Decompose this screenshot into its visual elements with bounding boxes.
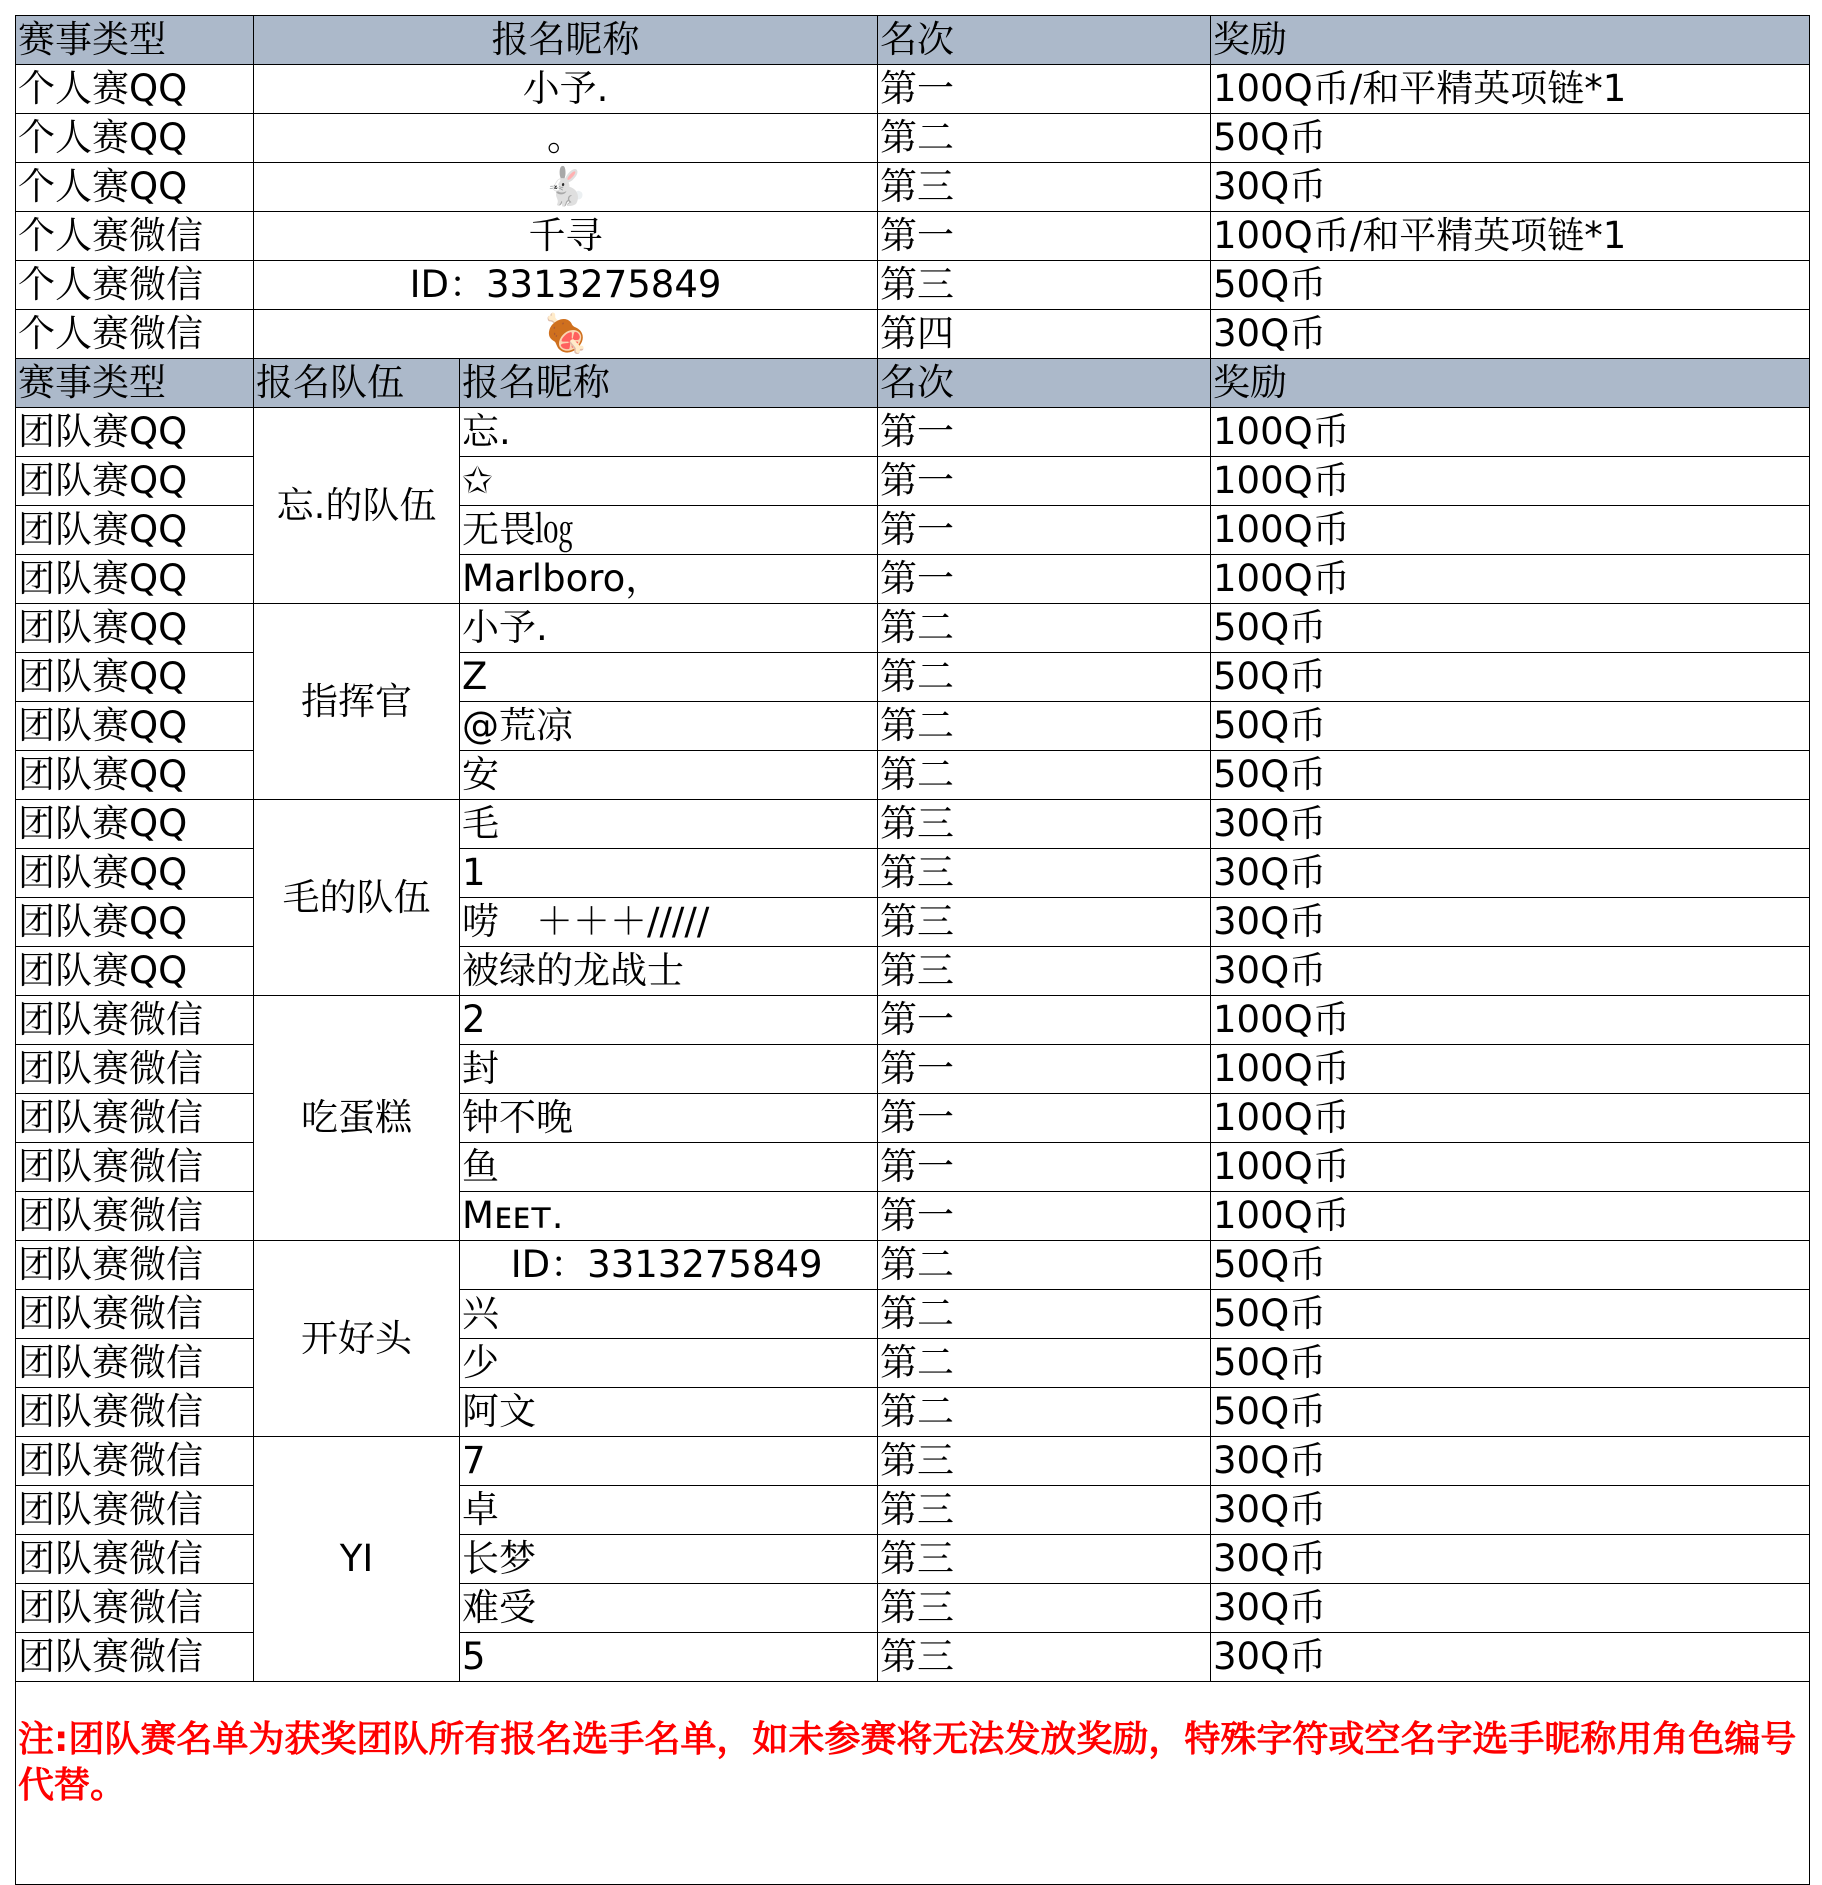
event-type-cell: 团队赛QQ	[16, 947, 254, 996]
event-type-cell: 个人赛QQ	[16, 163, 254, 212]
individual-header-cell: 报名昵称	[254, 16, 878, 65]
event-type-cell: 团队赛微信	[16, 1584, 254, 1633]
rank-cell: 第二	[878, 1241, 1211, 1290]
event-type-cell: 团队赛QQ	[16, 604, 254, 653]
nickname-cell: Marlboro，	[460, 555, 878, 604]
nickname-cell: ID：3313275849	[460, 1241, 878, 1290]
nickname-cell: 千寻	[254, 212, 878, 261]
reward-cell: 100Q币/和平精英项链*1	[1211, 212, 1810, 261]
nickname-cell: 1	[460, 849, 878, 898]
event-type-cell: 团队赛微信	[16, 1339, 254, 1388]
nickname-cell: 7	[460, 1437, 878, 1486]
rank-cell: 第三	[878, 1535, 1211, 1584]
rank-cell: 第三	[878, 947, 1211, 996]
individual-row	[16, 65, 1810, 114]
nickname-cell: 小予.	[254, 65, 878, 114]
nickname-cell: 被绿的龙战士	[460, 947, 878, 996]
nickname-cell: 卓	[460, 1486, 878, 1535]
team-name-cell: 忘.的队伍	[254, 408, 460, 604]
nickname-cell: 鱼	[460, 1143, 878, 1192]
rank-cell: 第二	[878, 751, 1211, 800]
team-header-cell: 报名队伍	[254, 359, 460, 408]
reward-cell: 30Q币	[1211, 800, 1810, 849]
nickname-cell: ✩	[460, 457, 878, 506]
team-name-cell: YI	[254, 1437, 460, 1682]
event-type-cell: 团队赛微信	[16, 1290, 254, 1339]
team-header-row	[16, 359, 1810, 408]
reward-cell: 100Q币	[1211, 555, 1810, 604]
event-type-cell: 团队赛微信	[16, 1388, 254, 1437]
rank-cell: 第三	[878, 849, 1211, 898]
nickname-cell: 毛	[460, 800, 878, 849]
rank-cell: 第三	[878, 1633, 1211, 1682]
nickname-cell: 封	[460, 1045, 878, 1094]
team-row	[16, 1437, 1810, 1486]
individual-row	[16, 261, 1810, 310]
nickname-cell: Mᴇᴇᴛ.	[460, 1192, 878, 1241]
team-row	[16, 604, 1810, 653]
rank-cell: 第三	[878, 898, 1211, 947]
rank-cell: 第三	[878, 800, 1211, 849]
nickname-cell: 忘.	[460, 408, 878, 457]
reward-cell: 100Q币/和平精英项链*1	[1211, 65, 1810, 114]
nickname-cell: 小予.	[460, 604, 878, 653]
rank-cell: 第一	[878, 996, 1211, 1045]
event-type-cell: 团队赛微信	[16, 1192, 254, 1241]
event-type-cell: 个人赛QQ	[16, 65, 254, 114]
reward-cell: 50Q币	[1211, 1339, 1810, 1388]
rank-cell: 第一	[878, 506, 1211, 555]
reward-cell: 50Q币	[1211, 1290, 1810, 1339]
nickname-cell: 少	[460, 1339, 878, 1388]
reward-cell: 50Q币	[1211, 604, 1810, 653]
event-type-cell: 团队赛微信	[16, 1486, 254, 1535]
rank-cell: 第二	[878, 1290, 1211, 1339]
event-type-cell: 团队赛QQ	[16, 506, 254, 555]
rank-cell: 第二	[878, 702, 1211, 751]
note-text: 注:团队赛名单为获奖团队所有报名选手名单，如未参赛将无法发放奖励，特殊字符或空名字选手昵称用角色编号代替。	[16, 1682, 1810, 1885]
individual-header-cell: 赛事类型	[16, 16, 254, 65]
event-type-cell: 个人赛微信	[16, 212, 254, 261]
rank-cell: 第一	[878, 408, 1211, 457]
nickname-cell: 🐇	[254, 163, 878, 212]
rank-cell: 第二	[878, 653, 1211, 702]
team-row	[16, 1241, 1810, 1290]
reward-cell: 50Q币	[1211, 653, 1810, 702]
rank-cell: 第三	[878, 163, 1211, 212]
rank-cell: 第一	[878, 1143, 1211, 1192]
event-type-cell: 团队赛QQ	[16, 800, 254, 849]
reward-cell: 100Q币	[1211, 506, 1810, 555]
nickname-cell: 长梦	[460, 1535, 878, 1584]
team-row	[16, 408, 1810, 457]
event-type-cell: 个人赛微信	[16, 310, 254, 359]
team-name-cell: 吃蛋糕	[254, 996, 460, 1241]
reward-cell: 30Q币	[1211, 849, 1810, 898]
rank-cell: 第三	[878, 1437, 1211, 1486]
nickname-cell: 阿文	[460, 1388, 878, 1437]
reward-cell: 30Q币	[1211, 163, 1810, 212]
rank-cell: 第三	[878, 1486, 1211, 1535]
event-type-cell: 团队赛QQ	[16, 457, 254, 506]
individual-row	[16, 163, 1810, 212]
reward-cell: 30Q币	[1211, 310, 1810, 359]
event-type-cell: 团队赛QQ	[16, 408, 254, 457]
rank-cell: 第一	[878, 212, 1211, 261]
rank-cell: 第一	[878, 65, 1211, 114]
reward-cell: 100Q币	[1211, 1045, 1810, 1094]
reward-cell: 50Q币	[1211, 1388, 1810, 1437]
reward-cell: 100Q币	[1211, 1143, 1810, 1192]
reward-cell: 50Q币	[1211, 751, 1810, 800]
team-header-cell: 赛事类型	[16, 359, 254, 408]
event-type-cell: 团队赛QQ	[16, 653, 254, 702]
event-type-cell: 团队赛QQ	[16, 849, 254, 898]
event-type-cell: 个人赛QQ	[16, 114, 254, 163]
reward-cell: 30Q币	[1211, 1437, 1810, 1486]
individual-row	[16, 114, 1810, 163]
nickname-cell: 兴	[460, 1290, 878, 1339]
individual-header-cell: 奖励	[1211, 16, 1810, 65]
event-type-cell: 团队赛微信	[16, 1633, 254, 1682]
event-type-cell: 团队赛微信	[16, 1094, 254, 1143]
event-type-cell: 团队赛QQ	[16, 702, 254, 751]
reward-cell: 30Q币	[1211, 1584, 1810, 1633]
individual-header-row	[16, 16, 1810, 65]
team-row	[16, 800, 1810, 849]
results-table	[15, 15, 1810, 1885]
event-type-cell: 个人赛微信	[16, 261, 254, 310]
nickname-cell: @荒凉	[460, 702, 878, 751]
rank-cell: 第一	[878, 1094, 1211, 1143]
rank-cell: 第一	[878, 1192, 1211, 1241]
individual-row	[16, 310, 1810, 359]
rank-cell: 第二	[878, 604, 1211, 653]
team-header-cell: 报名昵称	[460, 359, 878, 408]
reward-cell: 30Q币	[1211, 1633, 1810, 1682]
nickname-cell: 难受	[460, 1584, 878, 1633]
results-table-body	[16, 16, 1810, 1885]
nickname-cell: 。	[254, 114, 878, 163]
nickname-cell: 钟不晚	[460, 1094, 878, 1143]
reward-cell: 30Q币	[1211, 1535, 1810, 1584]
note-row	[16, 1682, 1810, 1885]
nickname-cell: 2	[460, 996, 878, 1045]
reward-cell: 100Q币	[1211, 408, 1810, 457]
nickname-cell: 无畏㏒	[460, 506, 878, 555]
event-type-cell: 团队赛QQ	[16, 898, 254, 947]
nickname-cell: 唠 ＋＋＋/////	[460, 898, 878, 947]
reward-cell: 50Q币	[1211, 261, 1810, 310]
reward-cell: 30Q币	[1211, 947, 1810, 996]
reward-cell: 30Q币	[1211, 898, 1810, 947]
reward-cell: 50Q币	[1211, 702, 1810, 751]
nickname-cell: Z	[460, 653, 878, 702]
nickname-cell: 安	[460, 751, 878, 800]
team-name-cell: 指挥官	[254, 604, 460, 800]
event-type-cell: 团队赛QQ	[16, 751, 254, 800]
rank-cell: 第一	[878, 555, 1211, 604]
rank-cell: 第一	[878, 1045, 1211, 1094]
event-type-cell: 团队赛微信	[16, 996, 254, 1045]
event-type-cell: 团队赛微信	[16, 1241, 254, 1290]
event-type-cell: 团队赛QQ	[16, 555, 254, 604]
nickname-cell: 🍖	[254, 310, 878, 359]
team-header-cell: 奖励	[1211, 359, 1810, 408]
event-type-cell: 团队赛微信	[16, 1437, 254, 1486]
event-type-cell: 团队赛微信	[16, 1045, 254, 1094]
reward-cell: 100Q币	[1211, 457, 1810, 506]
rank-cell: 第二	[878, 1339, 1211, 1388]
rank-cell: 第二	[878, 1388, 1211, 1437]
rank-cell: 第三	[878, 1584, 1211, 1633]
reward-cell: 50Q币	[1211, 1241, 1810, 1290]
rank-cell: 第三	[878, 261, 1211, 310]
team-name-cell: 开好头	[254, 1241, 460, 1437]
reward-cell: 100Q币	[1211, 1094, 1810, 1143]
event-type-cell: 团队赛微信	[16, 1143, 254, 1192]
nickname-cell: 5	[460, 1633, 878, 1682]
individual-header-cell: 名次	[878, 16, 1211, 65]
individual-row	[16, 212, 1810, 261]
team-name-cell: 毛的队伍	[254, 800, 460, 996]
nickname-cell: ID：3313275849	[254, 261, 878, 310]
reward-cell: 50Q币	[1211, 114, 1810, 163]
reward-cell: 30Q币	[1211, 1486, 1810, 1535]
reward-cell: 100Q币	[1211, 1192, 1810, 1241]
rank-cell: 第一	[878, 457, 1211, 506]
team-row	[16, 996, 1810, 1045]
team-header-cell: 名次	[878, 359, 1211, 408]
rank-cell: 第二	[878, 114, 1211, 163]
rank-cell: 第四	[878, 310, 1211, 359]
reward-cell: 100Q币	[1211, 996, 1810, 1045]
event-type-cell: 团队赛微信	[16, 1535, 254, 1584]
